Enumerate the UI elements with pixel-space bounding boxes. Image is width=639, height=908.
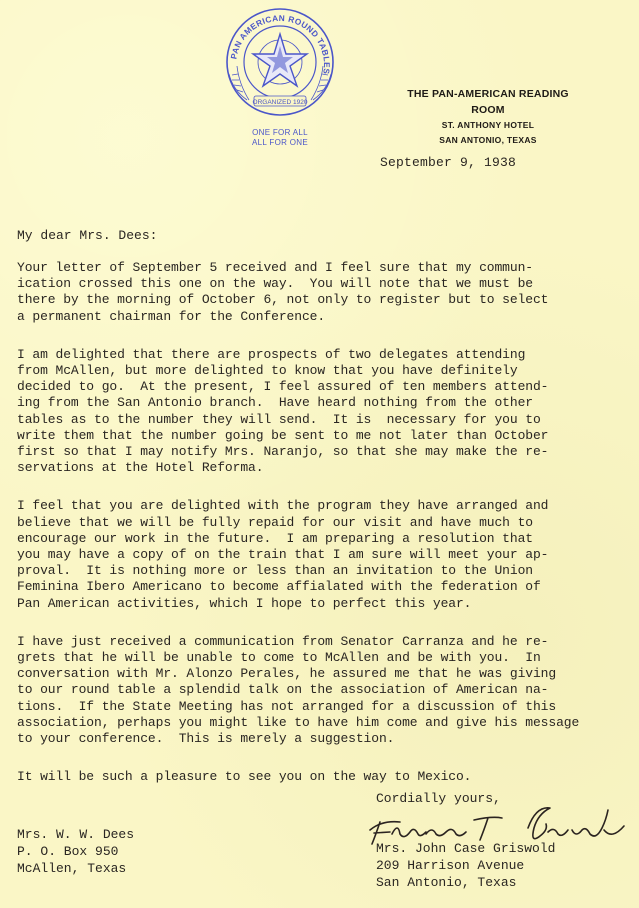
paragraph — [17, 769, 629, 785]
text-line: I am delighted that there are prospects of two delegates attending — [17, 346, 526, 362]
seal-organized-text: ORGANIZED 1920 — [252, 99, 308, 106]
letter-date: September 9, 1938 — [380, 155, 517, 170]
text-line: Feminina Ibero Americano to become affialated with the federation of — [17, 579, 541, 595]
text-line: write them that the number going be sent to me not later than October — [17, 427, 549, 443]
recipient-city: McAllen, Texas — [17, 861, 127, 876]
text-line: encourage our work in the future. I am preparing a resolution that — [17, 530, 533, 546]
text-line: to your conference. This is merely a suggestion. — [17, 731, 395, 747]
paragraph — [17, 260, 629, 325]
text-line: Your letter of September 5 received and I feel sure that my commun- — [17, 260, 533, 275]
text-line: I have just received a communication from Senator Carranza and he re- — [17, 633, 549, 649]
letter-body — [17, 260, 629, 807]
text-line: to our round table a splendid talk on the association of American na- — [17, 682, 549, 698]
sender-name: Mrs. John Case Griswold — [376, 841, 556, 856]
text-line: you may have a copy of on the train that I am sure will meet your ap- — [17, 547, 549, 563]
text-line: there by the morning of October 6, not only to register but to select — [17, 292, 549, 308]
text-line: tions. If the State Meeting has not arranged for a discussion of this — [17, 698, 557, 714]
recipient-box: P. O. Box 950 — [17, 844, 119, 859]
paragraph — [17, 347, 629, 477]
text-line: It will be such a pleasure to see you on the way to Mexico. — [17, 769, 472, 785]
seal-ring-text: PAN AMERICAN ROUND TABLES — [228, 12, 333, 75]
text-line: Pan American activities, which I hope to perfect this year. — [17, 595, 472, 611]
sender-city: San Antonio, Texas — [376, 875, 517, 890]
letterhead — [398, 86, 578, 148]
text-line: I feel that you are delighted with the program they have arranged and — [17, 498, 549, 514]
paragraph — [17, 498, 629, 611]
text-line: a permanent chairman for the Conference. — [17, 308, 326, 324]
salutation: My dear Mrs. Dees: — [17, 228, 158, 243]
closing: Cordially yours, — [376, 791, 501, 806]
text-line: believe that we will be fully repaid for our visit and have much to — [17, 514, 533, 530]
motto-line: ALL FOR ONE — [252, 138, 308, 147]
letterhead-org: THE PAN-AMERICAN READING ROOM — [407, 88, 569, 116]
text-line: tables as to the number they will send. It is necessary for you to — [17, 411, 541, 427]
seal-motto — [230, 128, 330, 148]
text-line: ication crossed this one on the way. You will note that we must be — [17, 276, 533, 292]
text-line: proval. It is nothing more or less than an invitation to the Union — [17, 563, 533, 579]
recipient-name: Mrs. W. W. Dees — [17, 827, 135, 842]
text-line: from McAllen, but more delighted to know that you have definitely — [17, 363, 518, 379]
text-line: association, perhaps you might like to have him come and give his message — [17, 714, 580, 730]
paragraph — [17, 634, 629, 747]
text-line: ing from the San Antonio branch. Have heard nothing from the other — [17, 395, 533, 411]
motto-line: ONE FOR ALL — [252, 128, 308, 137]
sender-street: 209 Harrison Avenue — [376, 858, 525, 873]
letterhead-hotel: ST. ANTHONY HOTEL — [441, 120, 535, 130]
text-line: servations at the Hotel Reforma. — [17, 460, 264, 476]
text-line: first so that I may notify Mrs. Naranjo, so that she may make the re- — [17, 444, 549, 460]
recipient-block — [17, 826, 134, 877]
letterhead-city: SAN ANTONIO, TEXAS — [439, 135, 537, 145]
sender-block — [376, 840, 555, 891]
text-line: conversation with Mr. Alonzo Perales, he assured me that he was giving — [17, 666, 557, 682]
text-line: decided to go. At the present, I feel assured of ten members attend- — [17, 379, 549, 395]
round-table-seal-icon — [219, 4, 341, 126]
text-line: grets that he will be unable to come to McAllen and be with you. In — [17, 650, 541, 666]
